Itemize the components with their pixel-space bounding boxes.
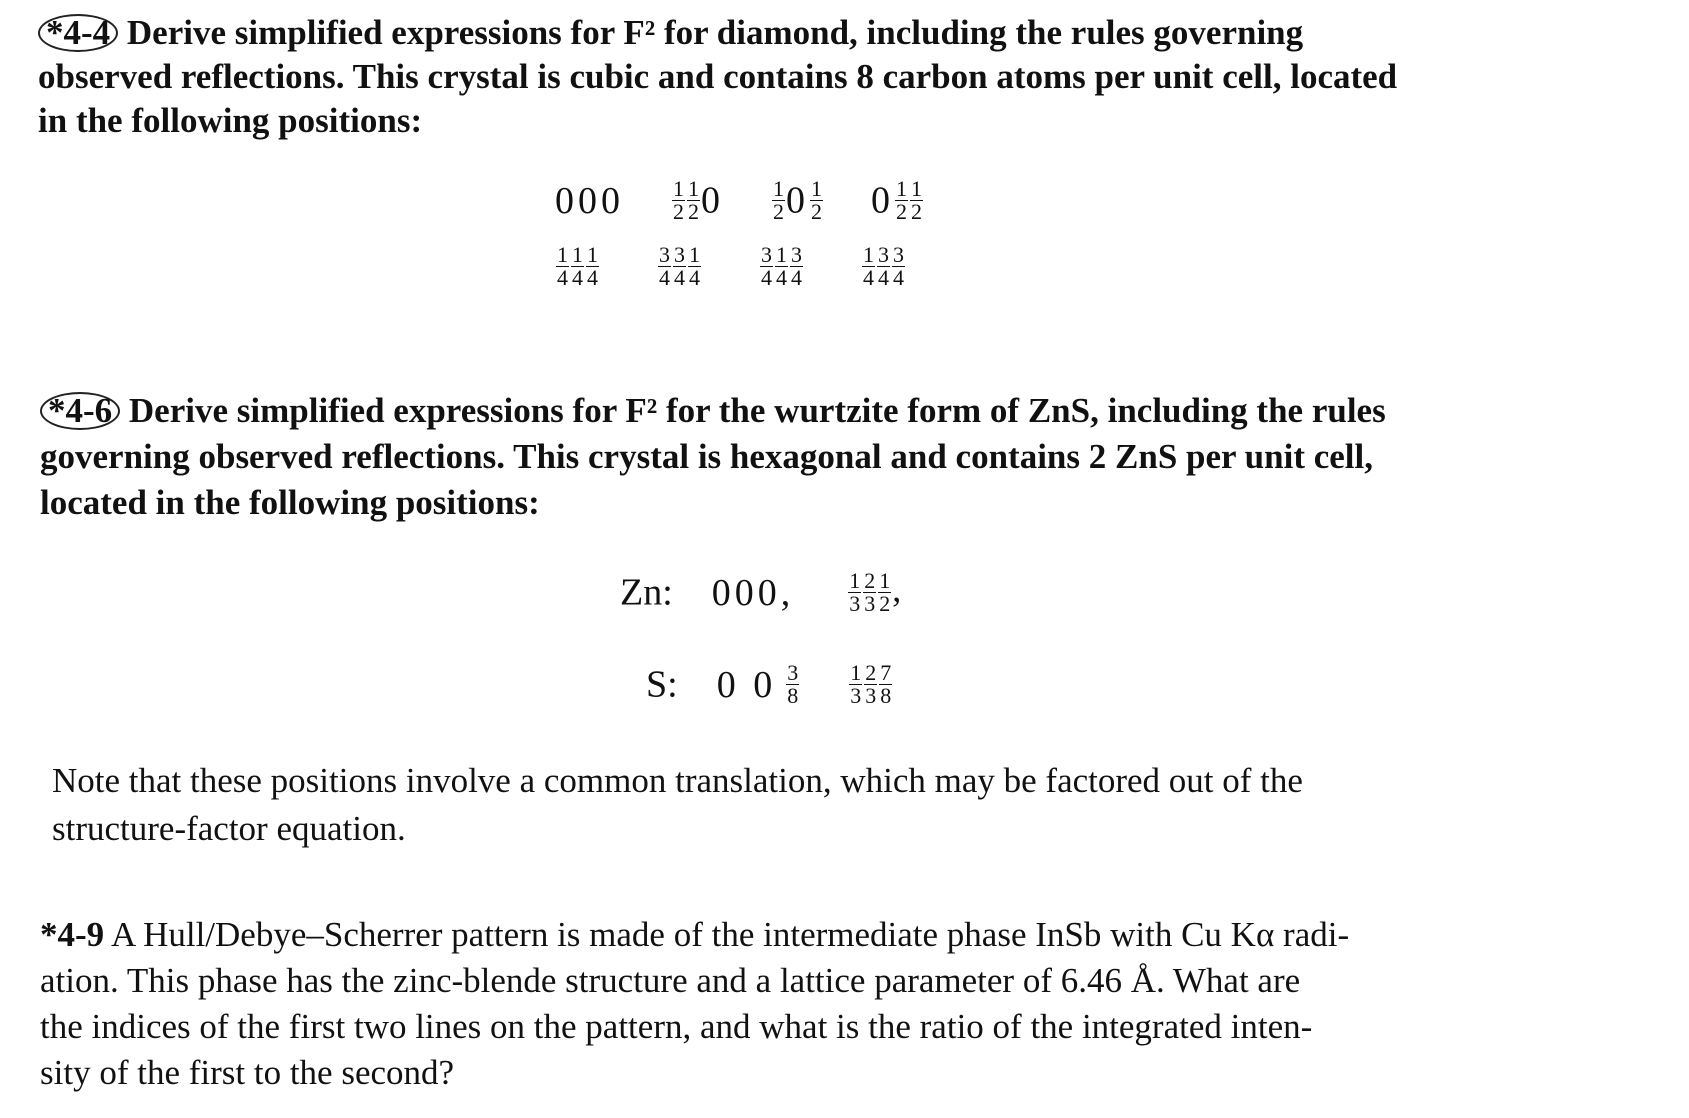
problem-4-6-line-2: governing observed reflections. This crystal is hexagonal and contains 2 ZnS per unit cell, xyxy=(40,437,1374,476)
fraction: $\frac{1}{2}$ xyxy=(811,176,822,225)
problem-4-4-line-2: observed reflections. This crystal is cubic and contains 8 carbon atoms per unit cell, located xyxy=(38,57,1398,96)
position-0-half-half: 0 $\frac{1}{2}$ $\frac{1}{2}$ xyxy=(871,176,922,225)
problem-4-9-text-1: A Hull/Debye–Scherrer pattern is made of the intermediate phase InSb with Cu Kα radi- xyxy=(110,915,1350,954)
fraction: $\frac{1}{2}$ xyxy=(773,176,784,225)
problem-4-6-text-1: Derive simplified expressions for F² for the wurtzite form of ZnS, including the rules xyxy=(128,391,1386,430)
problem-4-9-line-1 xyxy=(40,912,1349,958)
problem-4-6-line-3: located in the following positions: xyxy=(40,483,540,522)
s-position-2: $\frac{1}{3}$ $\frac{2}{3}$ $\frac{7}{8}$ xyxy=(850,660,892,709)
position-3q-q-3q: $\frac{3}{4}$ $\frac{1}{4}$ $\frac{3}{4}$ xyxy=(761,242,802,291)
zn-position-2: $\frac{1}{3}$ $\frac{2}{3}$ $\frac{1}{2}$ , xyxy=(849,568,902,617)
fraction: $\frac{1}{2}$ xyxy=(911,176,922,225)
problem-4-9-line-2: ation. This phase has the zinc-blende structure and a lattice parameter of 6.46 Å. What are xyxy=(40,961,1301,1000)
fraction: $\frac{1}{2}$ xyxy=(673,176,684,225)
problem-4-9-number: *4-9 xyxy=(40,915,105,954)
position-quarter-quarter-quarter: $\frac{1}{4}$ $\frac{1}{4}$ $\frac{1}{4}$ xyxy=(557,242,598,291)
problem-4-9-line-3: the indices of the first two lines on the pattern, and what is the ratio of the integrated inten- xyxy=(40,1007,1313,1046)
diamond-positions-row-2 xyxy=(555,242,944,289)
s-position-1-z: $\frac{3}{8}$ xyxy=(787,660,799,709)
zn-positions xyxy=(620,568,901,615)
problem-4-6-line-1 xyxy=(40,388,1386,434)
diamond-positions-row-1 xyxy=(555,176,962,223)
problem-4-4-line-1 xyxy=(38,10,1303,56)
s-label: S: xyxy=(646,663,678,706)
problem-4-4-line-3: in the following positions: xyxy=(38,101,423,140)
s-positions xyxy=(646,660,893,707)
problem-4-4-number: *4-4 xyxy=(38,14,118,52)
note-line-2: structure-factor equation. xyxy=(52,809,406,848)
problem-4-6-number: *4-6 xyxy=(40,392,120,430)
note-line-1: Note that these positions involve a common translation, which may be factored out of the xyxy=(52,761,1303,800)
fraction: $\frac{1}{2}$ xyxy=(896,176,907,225)
s-position-1: 0 0 xyxy=(716,663,777,706)
problem-4-9-line-4: sity of the first to the second? xyxy=(40,1053,455,1092)
position-3q-3q-q: $\frac{3}{4}$ $\frac{3}{4}$ $\frac{1}{4}$ xyxy=(659,242,700,291)
zn-position-1: 000, xyxy=(711,571,795,614)
position-000: 000 xyxy=(555,179,624,222)
problem-4-4-text-1: Derive simplified expressions for F² for diamond, including the rules governing xyxy=(126,13,1304,52)
zn-label: Zn: xyxy=(620,571,673,614)
position-half-half-0: $\frac{1}{2}$ $\frac{1}{2}$ 0 xyxy=(673,176,724,225)
position-half-0-half: $\frac{1}{2}$ 0 $\frac{1}{2}$ xyxy=(773,176,822,225)
position-q-3q-3q: $\frac{1}{4}$ $\frac{3}{4}$ $\frac{3}{4}$ xyxy=(863,242,904,291)
fraction: $\frac{1}{2}$ xyxy=(688,176,699,225)
